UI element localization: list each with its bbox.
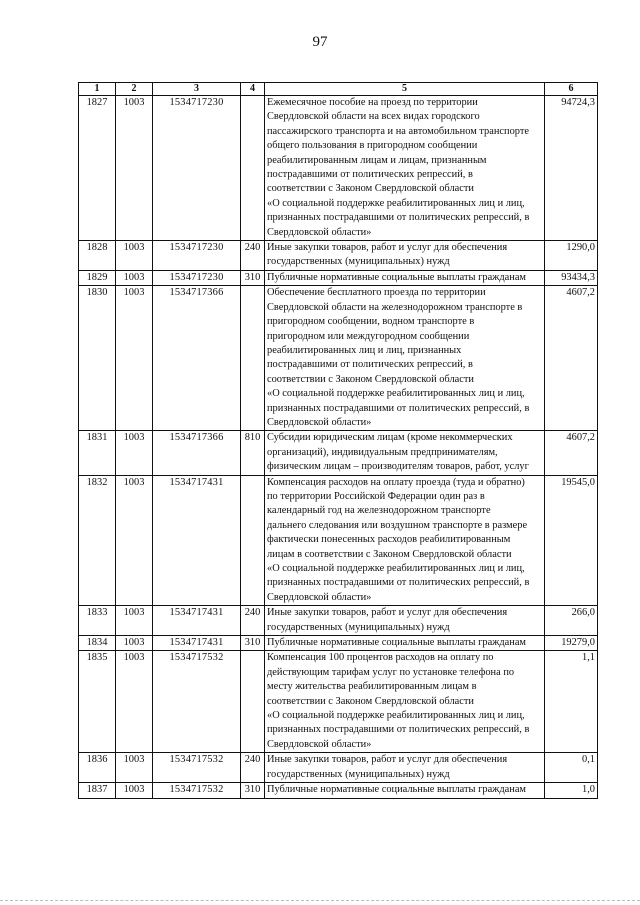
description-cell: Иные закупки товаров, работ и услуг для обеспечения государственных (муниципальных) нужд	[265, 606, 545, 636]
column-header: 2	[116, 83, 153, 96]
scan-edge-divider	[0, 900, 640, 902]
table-row	[79, 651, 598, 753]
target-article-cell: 1534717230	[153, 96, 241, 241]
amount-cell: 0,1	[545, 753, 598, 783]
description-cell: Субсидии юридическим лицам (кроме некоммерческих организаций), индивидуальным предпринимателям, физическим лицам – производителям товаров, работ, услуг	[265, 431, 545, 475]
section-code-cell: 1003	[116, 636, 153, 651]
table-row	[79, 270, 598, 285]
expense-type-cell: 310	[241, 270, 265, 285]
description-cell: Обеспечение бесплатного проезда по территории Свердловской области на железнодорожном транспорте в пригородном сообщении, водном транспорте в пригородном или междугородном сообщении реабилитированных лиц и лиц, признанных пострадавшими от политических репрессий, в соответствии с Законом Свердловской области «О социальной поддержке реабилитированных лиц и лиц, признанных пострадавшими от политических репрессий, в Свердловской области»	[265, 286, 545, 431]
section-code-cell: 1003	[116, 651, 153, 753]
row-number-cell: 1828	[79, 241, 116, 271]
expense-type-cell	[241, 96, 265, 241]
row-number-cell: 1834	[79, 636, 116, 651]
table-row	[79, 286, 598, 431]
target-article-cell: 1534717230	[153, 270, 241, 285]
expense-type-cell: 240	[241, 753, 265, 783]
expense-type-cell	[241, 651, 265, 753]
expense-type-cell: 810	[241, 431, 265, 475]
expense-type-cell: 240	[241, 241, 265, 271]
expense-type-cell	[241, 286, 265, 431]
amount-cell: 4607,2	[545, 431, 598, 475]
section-code-cell: 1003	[116, 475, 153, 606]
amount-cell: 94724,3	[545, 96, 598, 241]
target-article-cell: 1534717532	[153, 753, 241, 783]
target-article-cell: 1534717230	[153, 241, 241, 271]
amount-cell: 4607,2	[545, 286, 598, 431]
expense-type-cell: 310	[241, 636, 265, 651]
column-header: 6	[545, 83, 598, 96]
page-number: 97	[312, 34, 328, 50]
section-code-cell: 1003	[116, 286, 153, 431]
row-number-cell: 1835	[79, 651, 116, 753]
description-cell: Публичные нормативные социальные выплаты гражданам	[265, 270, 545, 285]
section-code-cell: 1003	[116, 753, 153, 783]
amount-cell: 93434,3	[545, 270, 598, 285]
row-number-cell: 1832	[79, 475, 116, 606]
amount-cell: 1290,0	[545, 241, 598, 271]
row-number-cell: 1831	[79, 431, 116, 475]
description-cell: Иные закупки товаров, работ и услуг для обеспечения государственных (муниципальных) нужд	[265, 241, 545, 271]
budget-table	[78, 82, 598, 799]
row-number-cell: 1836	[79, 753, 116, 783]
target-article-cell: 1534717431	[153, 636, 241, 651]
target-article-cell: 1534717366	[153, 286, 241, 431]
expense-type-cell: 310	[241, 783, 265, 798]
description-cell: Публичные нормативные социальные выплаты гражданам	[265, 636, 545, 651]
column-header: 4	[241, 83, 265, 96]
table-row	[79, 753, 598, 783]
section-code-cell: 1003	[116, 606, 153, 636]
row-number-cell: 1833	[79, 606, 116, 636]
table-row	[79, 475, 598, 606]
row-number-cell: 1827	[79, 96, 116, 241]
column-header: 3	[153, 83, 241, 96]
table-row	[79, 96, 598, 241]
table-header-row	[79, 83, 598, 96]
table-row	[79, 783, 598, 798]
target-article-cell: 1534717532	[153, 651, 241, 753]
row-number-cell: 1829	[79, 270, 116, 285]
table-row	[79, 636, 598, 651]
expense-type-cell	[241, 475, 265, 606]
amount-cell: 266,0	[545, 606, 598, 636]
expense-type-cell: 240	[241, 606, 265, 636]
amount-cell: 19279,0	[545, 636, 598, 651]
target-article-cell: 1534717366	[153, 431, 241, 475]
table-row	[79, 241, 598, 271]
description-cell: Ежемесячное пособие на проезд по территории Свердловской области на всех видах городского пассажирского транспорта и на автомобильном транспорте общего пользования в пригородном сообщении реабилитированным лицам и лицам, признанным пострадавшими от политических репрессий, в соответствии с Законом Свердловской области «О социальной поддержке реабилитированных лиц и лиц, признанных пострадавшими от политических репрессий, в Свердловской области»	[265, 96, 545, 241]
section-code-cell: 1003	[116, 270, 153, 285]
table-row	[79, 606, 598, 636]
section-code-cell: 1003	[116, 96, 153, 241]
column-header: 1	[79, 83, 116, 96]
target-article-cell: 1534717431	[153, 475, 241, 606]
target-article-cell: 1534717532	[153, 783, 241, 798]
section-code-cell: 1003	[116, 431, 153, 475]
amount-cell: 1,1	[545, 651, 598, 753]
row-number-cell: 1830	[79, 286, 116, 431]
amount-cell: 1,0	[545, 783, 598, 798]
row-number-cell: 1837	[79, 783, 116, 798]
target-article-cell: 1534717431	[153, 606, 241, 636]
description-cell: Компенсация расходов на оплату проезда (туда и обратно) по территории Российской Федерации один раз в календарный год на железнодорожном транспорте дальнего следования или воздушном транспорте в размере фактически понесенных расходов реабилитированным лицам в соответствии с Законом Свердловской области «О социальной поддержке реабилитированных лиц и лиц, признанных пострадавшими от политических репрессий, в Свердловской области»	[265, 475, 545, 606]
description-cell: Публичные нормативные социальные выплаты гражданам	[265, 783, 545, 798]
description-cell: Иные закупки товаров, работ и услуг для обеспечения государственных (муниципальных) нужд	[265, 753, 545, 783]
description-cell: Компенсация 100 процентов расходов на оплату по действующим тарифам услуг по установке телефона по месту жительства реабилитированным лицам в соответствии с Законом Свердловской области «О социальной поддержке реабилитированных лиц и лиц, признанных пострадавшими от политических репрессий, в Свердловской области»	[265, 651, 545, 753]
column-header: 5	[265, 83, 545, 96]
table-row	[79, 431, 598, 475]
section-code-cell: 1003	[116, 241, 153, 271]
amount-cell: 19545,0	[545, 475, 598, 606]
section-code-cell: 1003	[116, 783, 153, 798]
